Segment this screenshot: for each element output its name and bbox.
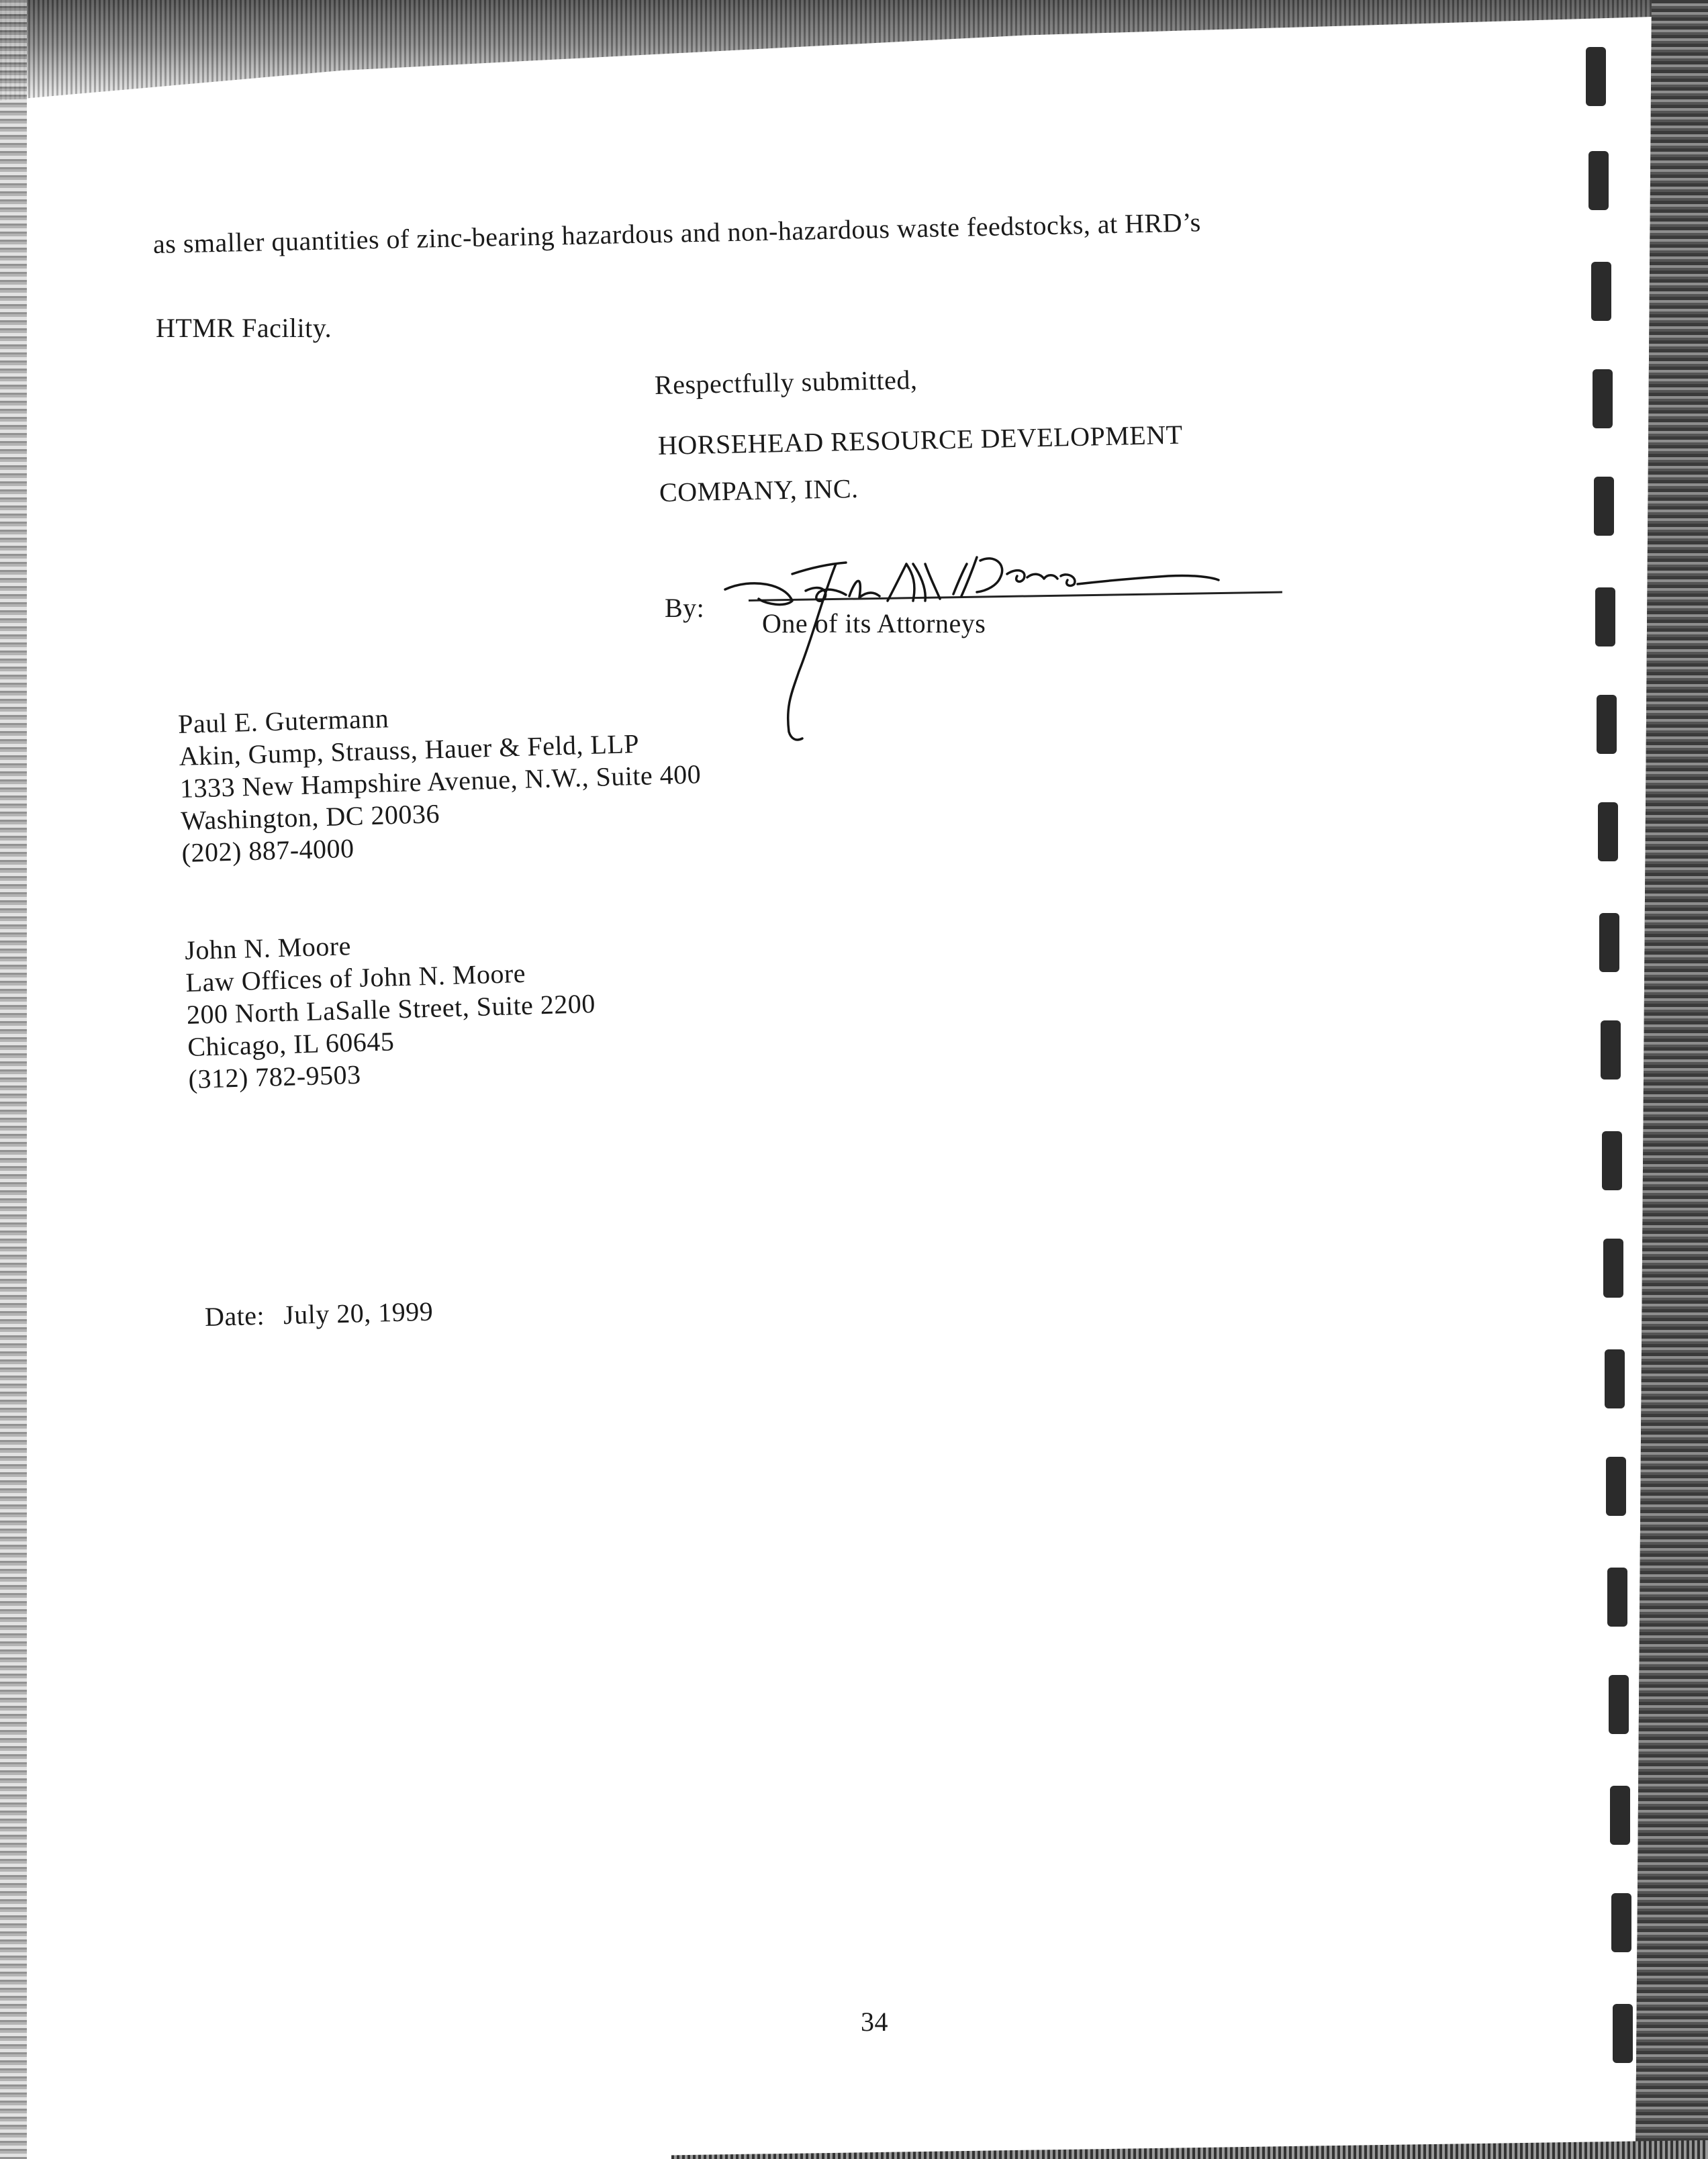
attorney-2-firm: Law Offices of John N. Moore — [185, 957, 526, 998]
attorney-1-city: Washington, DC 20036 — [180, 798, 440, 836]
punch-hole — [1588, 151, 1609, 210]
punch-hole — [1598, 802, 1618, 861]
punch-hole — [1602, 1131, 1622, 1190]
punch-hole — [1611, 1893, 1631, 1952]
punch-hole — [1606, 1457, 1626, 1516]
punch-hole — [1597, 695, 1617, 754]
punch-hole — [1595, 587, 1615, 646]
punch-hole — [1603, 1239, 1623, 1298]
punch-hole — [1607, 1568, 1627, 1627]
attorney-1-address-block — [178, 693, 704, 869]
date-line — [204, 1296, 433, 1333]
punch-hole — [1591, 262, 1611, 321]
scan-edge-right — [1627, 0, 1708, 2159]
attorney-1-firm: Akin, Gump, Strauss, Hauer & Feld, LLP — [179, 728, 640, 772]
punch-hole — [1601, 1020, 1621, 1080]
punch-hole — [1609, 1675, 1629, 1734]
closing-salutation: Respectfully submitted, — [654, 364, 918, 400]
body-line-2: HTMR Facility. — [156, 313, 332, 343]
attorney-1-phone: (202) 887-4000 — [181, 832, 355, 868]
by-label: By: — [665, 593, 705, 623]
attorney-1-name: Paul E. Gutermann — [177, 703, 389, 740]
punch-hole — [1586, 47, 1606, 106]
company-name-line-1: HORSEHEAD RESOURCE DEVELOPMENT — [657, 419, 1183, 461]
signer-title: One of its Attorneys — [762, 608, 986, 638]
scan-edge-left — [0, 0, 27, 2159]
punch-hole — [1610, 1786, 1630, 1845]
attorney-2-name: John N. Moore — [184, 930, 352, 966]
attorney-2-street: 200 North LaSalle Street, Suite 2200 — [186, 988, 596, 1030]
attorney-1-street: 1333 New Hampshire Avenue, N.W., Suite 400 — [179, 759, 702, 804]
punch-hole — [1594, 477, 1614, 536]
punch-hole — [1593, 369, 1613, 428]
page-number: 34 — [861, 2007, 888, 2037]
body-line-1: as smaller quantities of zinc-bearing hazardous and non-hazardous waste feedstocks, at HRD’s — [152, 207, 1202, 259]
scan-edge-bottom — [671, 2140, 1708, 2159]
attorney-2-phone: (312) 782-9503 — [188, 1059, 362, 1094]
handwritten-signature — [712, 537, 1222, 752]
punch-hole — [1613, 2004, 1633, 2063]
attorney-2-address-block — [185, 923, 598, 1096]
date-label: Date: — [204, 1300, 265, 1332]
date-value: July 20, 1999 — [283, 1296, 434, 1331]
scan-edge-top — [0, 0, 1708, 101]
punch-hole — [1599, 913, 1619, 972]
punch-hole — [1605, 1349, 1625, 1408]
company-name-line-2: COMPANY, INC. — [659, 473, 859, 508]
attorney-2-city: Chicago, IL 60645 — [187, 1026, 395, 1062]
